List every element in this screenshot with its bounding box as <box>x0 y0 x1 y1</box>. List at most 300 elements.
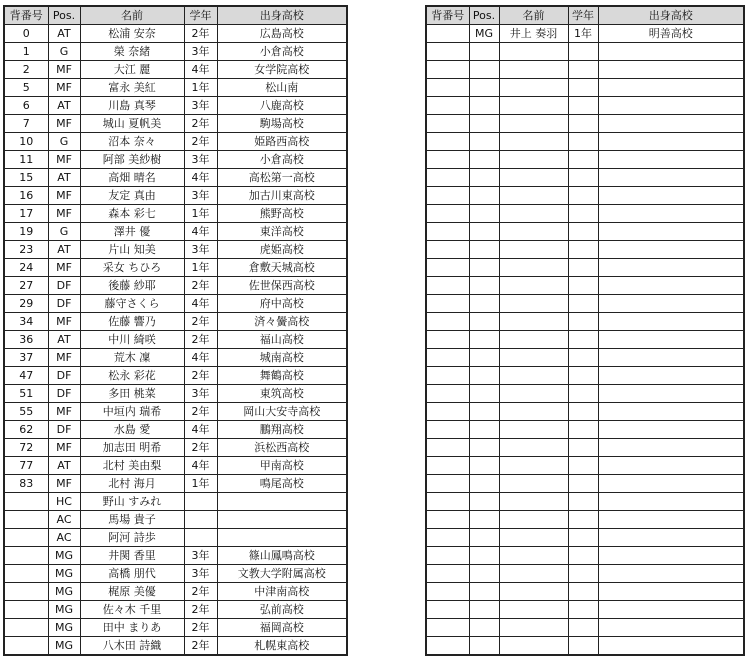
cell-grade <box>568 547 598 565</box>
cell-high-school: 東筑高校 <box>217 385 347 403</box>
cell-position: AT <box>48 457 80 475</box>
cell-grade: 2年 <box>184 313 217 331</box>
cell-high-school <box>598 187 744 205</box>
cell-position: AC <box>48 511 80 529</box>
cell-high-school: 鳴尾高校 <box>217 475 347 493</box>
header-grade: 学年 <box>184 6 217 25</box>
cell-name <box>499 529 568 547</box>
cell-name: 田中 まりあ <box>80 619 184 637</box>
cell-position <box>469 511 499 529</box>
cell-grade <box>568 637 598 656</box>
cell-high-school <box>598 97 744 115</box>
cell-high-school: 高松第一高校 <box>217 169 347 187</box>
table-row <box>4 133 347 151</box>
cell-name: 中垣内 瑞希 <box>80 403 184 421</box>
cell-grade: 2年 <box>184 133 217 151</box>
cell-grade: 2年 <box>184 619 217 637</box>
cell-high-school: 駒場高校 <box>217 115 347 133</box>
cell-number <box>426 115 469 133</box>
cell-number: 10 <box>4 133 48 151</box>
empty-row <box>426 619 744 637</box>
cell-name: 富永 美紅 <box>80 79 184 97</box>
cell-name: 大江 麗 <box>80 61 184 79</box>
cell-grade <box>568 259 598 277</box>
cell-position <box>469 241 499 259</box>
cell-number <box>426 241 469 259</box>
cell-name <box>499 493 568 511</box>
cell-grade: 1年 <box>184 475 217 493</box>
cell-number <box>426 637 469 656</box>
cell-high-school <box>598 169 744 187</box>
cell-number <box>4 529 48 547</box>
table-row <box>4 439 347 457</box>
cell-position <box>469 367 499 385</box>
cell-grade: 2年 <box>184 439 217 457</box>
table-row <box>4 565 347 583</box>
cell-grade: 2年 <box>184 583 217 601</box>
cell-high-school: 明善高校 <box>598 25 744 43</box>
cell-position <box>469 43 499 61</box>
cell-position: MF <box>48 187 80 205</box>
cell-number <box>426 277 469 295</box>
cell-grade: 3年 <box>184 151 217 169</box>
table-row <box>4 637 347 656</box>
cell-name <box>499 223 568 241</box>
cell-position: MF <box>48 475 80 493</box>
cell-name <box>499 133 568 151</box>
cell-position <box>469 583 499 601</box>
cell-number: 19 <box>4 223 48 241</box>
cell-position <box>469 475 499 493</box>
empty-row <box>426 43 744 61</box>
cell-grade: 3年 <box>184 565 217 583</box>
empty-row <box>426 115 744 133</box>
cell-grade <box>568 79 598 97</box>
cell-number <box>426 511 469 529</box>
cell-position <box>469 403 499 421</box>
table-row <box>4 493 347 511</box>
cell-name: 阿河 詩歩 <box>80 529 184 547</box>
empty-row <box>426 241 744 259</box>
cell-position <box>469 205 499 223</box>
cell-high-school <box>598 241 744 259</box>
cell-number <box>426 529 469 547</box>
table-row <box>4 313 347 331</box>
cell-position <box>469 601 499 619</box>
cell-name <box>499 61 568 79</box>
empty-row <box>426 637 744 656</box>
cell-high-school: 舞鶴高校 <box>217 367 347 385</box>
cell-number <box>426 223 469 241</box>
cell-number: 47 <box>4 367 48 385</box>
cell-number <box>426 457 469 475</box>
cell-grade <box>568 241 598 259</box>
cell-name <box>499 547 568 565</box>
table-row <box>4 151 347 169</box>
empty-row <box>426 79 744 97</box>
cell-grade <box>568 367 598 385</box>
cell-number <box>426 331 469 349</box>
cell-name: 高橋 朋代 <box>80 565 184 583</box>
cell-position: DF <box>48 421 80 439</box>
cell-name <box>499 313 568 331</box>
cell-position <box>469 133 499 151</box>
cell-name: 井上 奏羽 <box>499 25 568 43</box>
cell-name <box>499 259 568 277</box>
table-row <box>4 43 347 61</box>
cell-name <box>499 241 568 259</box>
cell-name: 北村 海月 <box>80 475 184 493</box>
cell-position <box>469 295 499 313</box>
cell-position: MG <box>48 601 80 619</box>
cell-high-school: 福岡高校 <box>217 619 347 637</box>
cell-high-school <box>598 295 744 313</box>
cell-position <box>469 637 499 656</box>
cell-name: 森本 彩七 <box>80 205 184 223</box>
empty-row <box>426 421 744 439</box>
cell-number <box>426 367 469 385</box>
cell-position <box>469 619 499 637</box>
cell-grade <box>568 295 598 313</box>
cell-number <box>4 637 48 656</box>
cell-high-school <box>598 367 744 385</box>
empty-row <box>426 475 744 493</box>
header-number: 背番号 <box>426 6 469 25</box>
cell-position: MF <box>48 115 80 133</box>
table-row <box>4 457 347 475</box>
cell-number <box>4 601 48 619</box>
cell-position <box>469 79 499 97</box>
cell-grade <box>568 619 598 637</box>
cell-position: MG <box>469 25 499 43</box>
cell-number: 17 <box>4 205 48 223</box>
cell-grade <box>568 439 598 457</box>
cell-grade <box>568 133 598 151</box>
cell-high-school <box>598 151 744 169</box>
table-row <box>4 223 347 241</box>
cell-high-school <box>217 529 347 547</box>
cell-number: 72 <box>4 439 48 457</box>
cell-number: 37 <box>4 349 48 367</box>
cell-position: MF <box>48 313 80 331</box>
table-row <box>4 403 347 421</box>
cell-name <box>499 385 568 403</box>
cell-position: AT <box>48 97 80 115</box>
table-row <box>4 277 347 295</box>
cell-name <box>499 115 568 133</box>
cell-position <box>469 493 499 511</box>
cell-name: 松永 彩花 <box>80 367 184 385</box>
cell-name <box>499 151 568 169</box>
cell-grade: 2年 <box>184 403 217 421</box>
cell-number: 6 <box>4 97 48 115</box>
cell-grade: 4年 <box>184 223 217 241</box>
cell-name: 野山 すみれ <box>80 493 184 511</box>
empty-row <box>426 403 744 421</box>
table-row <box>4 547 347 565</box>
cell-high-school <box>217 493 347 511</box>
cell-grade <box>568 151 598 169</box>
cell-position: MF <box>48 403 80 421</box>
empty-row <box>426 313 744 331</box>
table-row <box>4 205 347 223</box>
cell-number <box>4 511 48 529</box>
cell-position <box>469 385 499 403</box>
cell-grade: 3年 <box>184 547 217 565</box>
cell-high-school <box>598 43 744 61</box>
empty-row <box>426 565 744 583</box>
table-row <box>4 187 347 205</box>
cell-name <box>499 349 568 367</box>
cell-name: 北村 美由梨 <box>80 457 184 475</box>
cell-number <box>426 133 469 151</box>
cell-grade <box>568 403 598 421</box>
cell-grade: 4年 <box>184 421 217 439</box>
cell-number: 51 <box>4 385 48 403</box>
cell-grade <box>568 61 598 79</box>
cell-name: 藤守さくら <box>80 295 184 313</box>
cell-number <box>426 385 469 403</box>
cell-position: MG <box>48 565 80 583</box>
empty-row <box>426 439 744 457</box>
empty-row <box>426 331 744 349</box>
cell-name <box>499 277 568 295</box>
empty-row <box>426 367 744 385</box>
cell-high-school <box>598 493 744 511</box>
cell-name <box>499 295 568 313</box>
cell-grade <box>568 475 598 493</box>
header-row <box>426 6 744 25</box>
cell-grade <box>568 43 598 61</box>
cell-name: 友定 真由 <box>80 187 184 205</box>
empty-row <box>426 133 744 151</box>
cell-name <box>499 565 568 583</box>
header-name: 名前 <box>80 6 184 25</box>
table-row <box>4 421 347 439</box>
cell-number: 24 <box>4 259 48 277</box>
cell-high-school <box>598 475 744 493</box>
cell-grade: 3年 <box>184 187 217 205</box>
cell-high-school <box>598 439 744 457</box>
cell-name: 城山 夏帆美 <box>80 115 184 133</box>
cell-grade: 1年 <box>568 25 598 43</box>
cell-high-school <box>598 277 744 295</box>
cell-grade <box>568 277 598 295</box>
cell-position: DF <box>48 295 80 313</box>
cell-grade: 4年 <box>184 61 217 79</box>
cell-high-school: 城南高校 <box>217 349 347 367</box>
cell-position <box>469 439 499 457</box>
cell-grade: 4年 <box>184 349 217 367</box>
cell-grade <box>184 529 217 547</box>
cell-position: AT <box>48 331 80 349</box>
cell-number <box>426 349 469 367</box>
cell-grade: 4年 <box>184 457 217 475</box>
cell-high-school: 札幌東高校 <box>217 637 347 656</box>
cell-grade <box>568 583 598 601</box>
cell-position <box>469 259 499 277</box>
cell-grade: 4年 <box>184 295 217 313</box>
cell-name: 水島 愛 <box>80 421 184 439</box>
cell-position: AT <box>48 25 80 43</box>
empty-row <box>426 223 744 241</box>
cell-high-school: 中津南高校 <box>217 583 347 601</box>
cell-number <box>426 403 469 421</box>
cell-high-school <box>598 385 744 403</box>
header-high-school: 出身高校 <box>598 6 744 25</box>
cell-grade: 1年 <box>184 259 217 277</box>
cell-number <box>4 583 48 601</box>
cell-high-school: 佐世保西高校 <box>217 277 347 295</box>
cell-name: 馬場 貴子 <box>80 511 184 529</box>
empty-row <box>426 277 744 295</box>
cell-number <box>4 493 48 511</box>
cell-grade <box>568 97 598 115</box>
empty-row <box>426 97 744 115</box>
cell-number <box>4 547 48 565</box>
cell-high-school <box>598 349 744 367</box>
cell-high-school <box>598 637 744 656</box>
table-row <box>4 295 347 313</box>
cell-position <box>469 313 499 331</box>
cell-name: 佐々木 千里 <box>80 601 184 619</box>
table-row <box>4 25 347 43</box>
cell-number <box>426 151 469 169</box>
table-row <box>4 61 347 79</box>
cell-grade <box>568 313 598 331</box>
cell-high-school: 倉敷天城高校 <box>217 259 347 277</box>
cell-high-school <box>598 601 744 619</box>
cell-grade <box>568 169 598 187</box>
empty-row <box>426 493 744 511</box>
left-roster-table <box>3 5 348 656</box>
cell-grade <box>568 529 598 547</box>
cell-grade: 3年 <box>184 385 217 403</box>
cell-high-school: 鵬翔高校 <box>217 421 347 439</box>
cell-high-school <box>598 259 744 277</box>
cell-position <box>469 187 499 205</box>
cell-position: MG <box>48 619 80 637</box>
cell-position <box>469 97 499 115</box>
table-row <box>4 475 347 493</box>
cell-position: MF <box>48 349 80 367</box>
cell-name: 八木田 詩織 <box>80 637 184 656</box>
cell-name <box>499 619 568 637</box>
cell-high-school <box>598 457 744 475</box>
cell-number <box>426 25 469 43</box>
cell-number: 34 <box>4 313 48 331</box>
cell-number: 77 <box>4 457 48 475</box>
cell-grade <box>568 385 598 403</box>
cell-grade <box>568 349 598 367</box>
cell-position: MF <box>48 151 80 169</box>
cell-position <box>469 151 499 169</box>
cell-name: 高畑 晴名 <box>80 169 184 187</box>
cell-number <box>426 61 469 79</box>
cell-grade: 2年 <box>184 331 217 349</box>
cell-number: 2 <box>4 61 48 79</box>
cell-position: G <box>48 43 80 61</box>
cell-number: 15 <box>4 169 48 187</box>
cell-high-school <box>217 511 347 529</box>
right-roster-table <box>425 5 745 656</box>
cell-high-school <box>598 583 744 601</box>
cell-grade <box>568 457 598 475</box>
cell-number: 55 <box>4 403 48 421</box>
empty-row <box>426 205 744 223</box>
cell-name <box>499 457 568 475</box>
cell-grade: 4年 <box>184 169 217 187</box>
cell-number <box>4 565 48 583</box>
cell-grade <box>184 493 217 511</box>
cell-high-school: 弘前高校 <box>217 601 347 619</box>
cell-number: 36 <box>4 331 48 349</box>
cell-position: MF <box>48 439 80 457</box>
cell-high-school <box>598 421 744 439</box>
cell-high-school: 済々黌高校 <box>217 313 347 331</box>
cell-high-school: 熊野高校 <box>217 205 347 223</box>
cell-grade <box>184 511 217 529</box>
cell-high-school <box>598 331 744 349</box>
cell-number: 29 <box>4 295 48 313</box>
cell-number: 16 <box>4 187 48 205</box>
cell-name: 梶原 美優 <box>80 583 184 601</box>
cell-number: 62 <box>4 421 48 439</box>
cell-number <box>426 547 469 565</box>
cell-high-school <box>598 133 744 151</box>
cell-high-school: 松山南 <box>217 79 347 97</box>
cell-high-school: 姫路西高校 <box>217 133 347 151</box>
table-row <box>4 169 347 187</box>
cell-position: DF <box>48 385 80 403</box>
cell-position: AT <box>48 169 80 187</box>
cell-position <box>469 457 499 475</box>
cell-position: AT <box>48 241 80 259</box>
table-row <box>4 331 347 349</box>
cell-position: MG <box>48 637 80 656</box>
empty-row <box>426 511 744 529</box>
table-row <box>4 619 347 637</box>
cell-position: HC <box>48 493 80 511</box>
table-row <box>4 79 347 97</box>
empty-row <box>426 61 744 79</box>
cell-name: 片山 知美 <box>80 241 184 259</box>
cell-position: G <box>48 133 80 151</box>
cell-name: 榮 奈緒 <box>80 43 184 61</box>
cell-name <box>499 475 568 493</box>
table-row <box>4 115 347 133</box>
cell-grade: 2年 <box>184 601 217 619</box>
cell-high-school <box>598 511 744 529</box>
empty-row <box>426 601 744 619</box>
empty-row <box>426 151 744 169</box>
cell-number: 23 <box>4 241 48 259</box>
cell-position: MG <box>48 583 80 601</box>
cell-grade: 1年 <box>184 79 217 97</box>
table-row <box>4 241 347 259</box>
cell-grade <box>568 601 598 619</box>
cell-name <box>499 583 568 601</box>
cell-name: 加志田 明希 <box>80 439 184 457</box>
cell-number <box>426 475 469 493</box>
cell-high-school <box>598 403 744 421</box>
empty-row <box>426 187 744 205</box>
cell-high-school: 篠山鳳鳴高校 <box>217 547 347 565</box>
cell-name: 中川 綺咲 <box>80 331 184 349</box>
cell-name: 後藤 紗耶 <box>80 277 184 295</box>
cell-high-school <box>598 529 744 547</box>
cell-grade: 2年 <box>184 367 217 385</box>
